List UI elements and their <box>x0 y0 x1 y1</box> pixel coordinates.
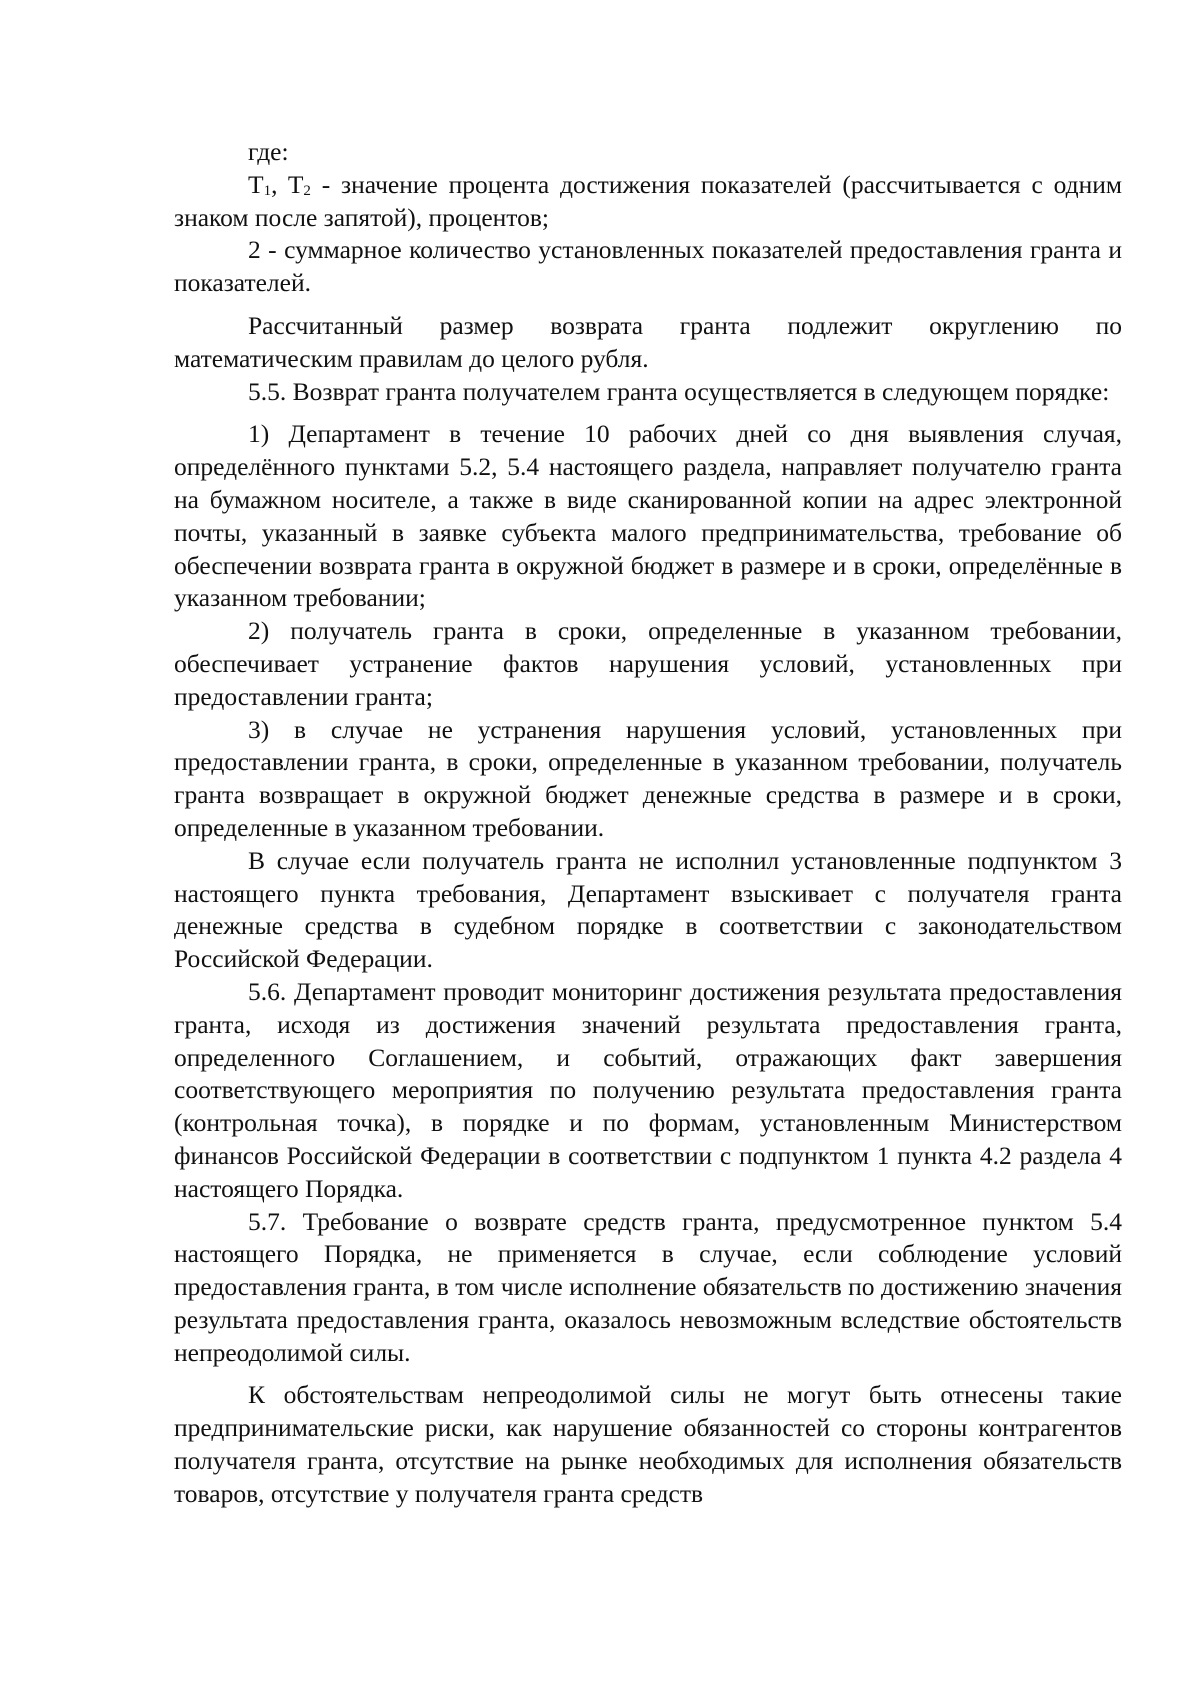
t1-symbol: T <box>248 169 264 199</box>
non-compliance-paragraph: В случае если получатель гранта не исполнил установленные подпунктом 3 настоящего пункта требования, Департамент взыскивает с получателя гранта денежные средства в судебном порядке в соответствии с законодательством Российской Федерации. <box>174 845 1122 974</box>
rounding-paragraph: Рассчитанный размер возврата гранта подлежит округлению по математическим правилам до целого рубля. <box>174 310 1122 373</box>
paragraph-5-5: 5.5. Возврат гранта получателем гранта осуществляется в следующем порядке: <box>248 376 1110 406</box>
t1-subscript: 1 <box>263 182 272 199</box>
t2-symbol: , T <box>271 169 304 199</box>
t-definition <box>174 169 1122 235</box>
paragraph-5-7: 5.7. Требование о возврате средств гранта, предусмотренное пунктом 5.4 настоящего Порядка, не применяется в случае, если соблюдение условий предоставления гранта, в том числе исполнение обязательств по достижению значения результата предоставления гранта, оказалось невозможным вследствие обстоятельств непреодолимой силы. <box>174 1206 1122 1367</box>
item-1-paragraph: 1) Департамент в течение 10 рабочих дней со дня выявления случая, определённого пунктами 5.2, 5.4 настоящего раздела, направляет получателю гранта на бумажном носителе, а также в виде сканированной копии на адрес электронной почты, указанный в заявке субъекта малого предпринимательства, требование об обеспечении возврата гранта в окружной бюджет в размере и в сроки, определённые в указанном требовании; <box>174 419 1122 613</box>
sum-definition: 2 - суммарное количество установленных показателей предоставления гранта и показателей. <box>174 235 1122 298</box>
where-line: где: <box>248 137 289 166</box>
t2-subscript: 2 <box>303 182 311 199</box>
paragraph-5-6: 5.6. Департамент проводит мониторинг достижения результата предоставления гранта, исходя из достижения значений результата предоставления гранта, определенного Соглашением, и событий, отражающих факт завершения соответствующего мероприятия по получению результата предоставления гранта (контрольная точка), в порядке и по формам, установленным Министерством финансов Российской Федерации в соответствии с подпунктом 1 пункта 4.2 раздела 4 настоящего Порядка. <box>174 976 1122 1203</box>
item-2-paragraph: 2) получатель гранта в сроки, определенные в указанном требовании, обеспечивает устранение фактов нарушения условий, установленных при предоставлении гранта; <box>174 616 1122 711</box>
document-page <box>174 136 1122 1511</box>
force-majeure-paragraph: К обстоятельствам непреодолимой силы не могут быть отнесены такие предпринимательские риски, как нарушение обязанностей со стороны контрагентов получателя гранта, отсутствие на рынке необходимых для исполнения обязательств товаров, отсутствие у получателя гранта средств <box>174 1380 1122 1508</box>
item-3-paragraph: 3) в случае не устранения нарушения условий, установленных при предоставлении гранта, в сроки, определенные в указанном требовании, получатель гранта возвращает в окружной бюджет денежные средства в размере и в сроки, определенные в указанном требовании. <box>174 714 1122 842</box>
t-definition-text: - значение процента достижения показателей (рассчитывается с одним знаком после запятой), процентов; <box>174 169 1122 232</box>
